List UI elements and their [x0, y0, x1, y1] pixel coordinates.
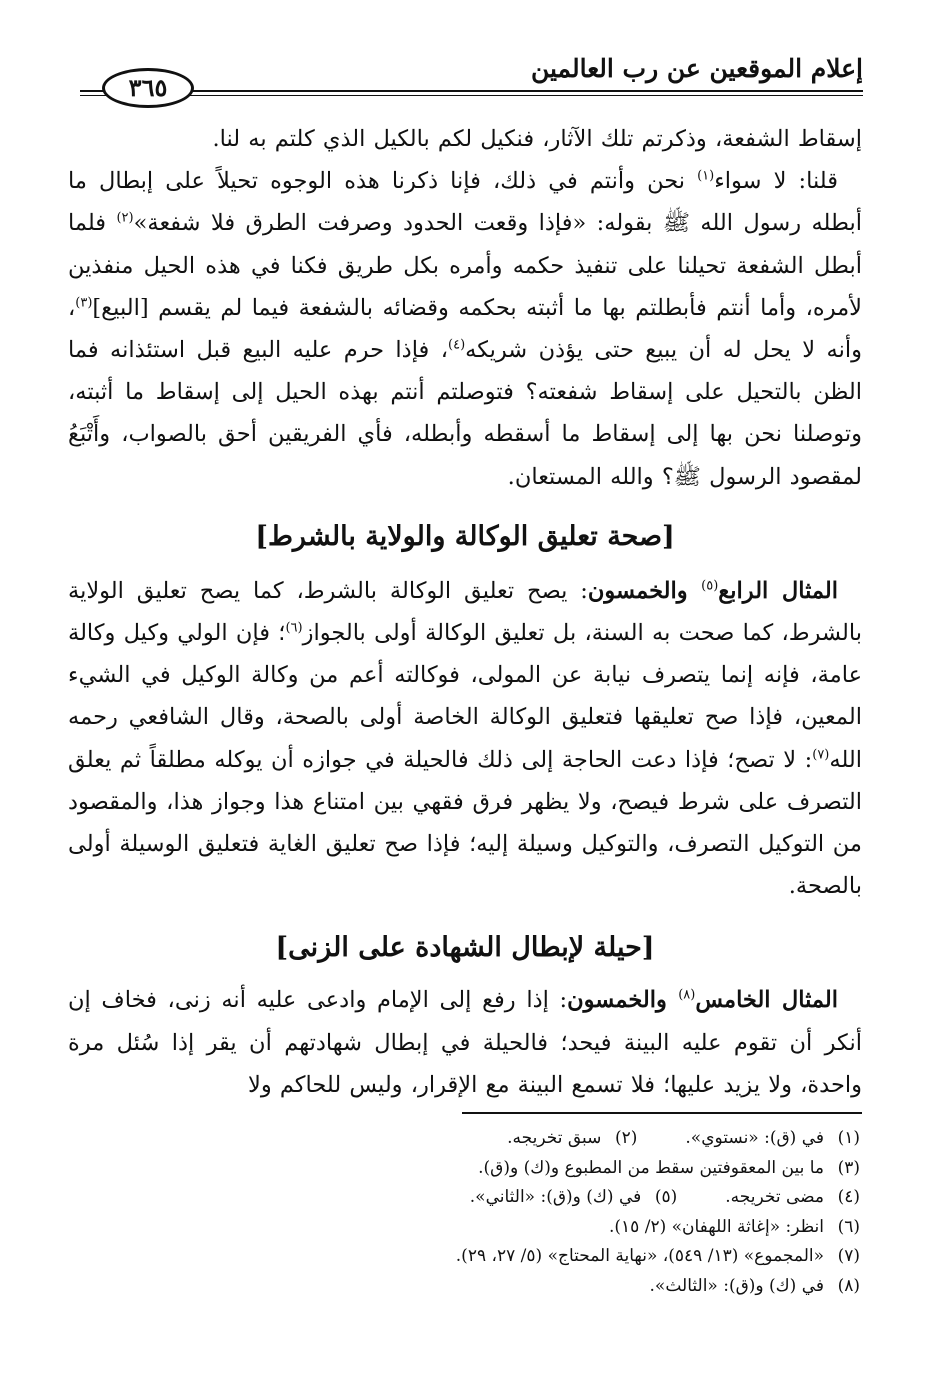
footnote-2	[507, 1124, 637, 1154]
footnote-8-text: في (ك) و(ق): «الثالث».	[649, 1275, 824, 1296]
footnote-3	[478, 1154, 860, 1184]
paragraph-2-text-d: ، وأنه لا يحل له أن يبيع حتى يؤذن شريكه	[68, 294, 862, 364]
footnote-5	[470, 1183, 678, 1213]
section-2-lead-2: والخمسون	[567, 987, 679, 1014]
footnote-row-6	[120, 1272, 860, 1302]
footnote-ref-4: (٤)	[448, 337, 466, 353]
section-heading-2: [حيلة لإبطال الشهادة على الزنى]	[275, 932, 655, 964]
footnote-separator	[462, 1112, 862, 1114]
paragraph-2-text-c: فلما أبطل الشفعة تحيلنا على تنفيذ حكمه وأمره بكل طريق فكنا في هذه الحيل منفذين لأمره، وأما أنتم فأبطلتم بها ما أثبته بحكمه وقضائه بالشفعة فيما لم يقسم [البيع]	[68, 210, 862, 321]
footnote-row-4	[120, 1213, 860, 1243]
footnote-row-5	[120, 1242, 860, 1272]
paragraph-2-text-a: قلنا: لا سواء	[714, 168, 838, 195]
footnote-5-text: في (ك) و(ق): «الثاني».	[469, 1187, 642, 1207]
footnote-4-number: (٤)	[837, 1187, 860, 1207]
footnote-4-text: مضى تخريجه.	[725, 1187, 824, 1207]
footnote-4	[725, 1183, 860, 1213]
footnote-2-number: (٢)	[614, 1128, 638, 1148]
footnote-row-2	[120, 1154, 860, 1184]
section-1-lead: المثال الرابع	[718, 577, 838, 604]
footnote-gap	[637, 1124, 685, 1154]
section-2-text-a: : إذا رفع إلى الإمام وادعى عليه أنه زنى، فخاف إن أنكر أن تقوم عليه البينة فيحد؛ فالحيلة في إبطال شهادتهم أن يقر إذا سُئل مرة واحدة، ولا يزيد عليها؛ فلا تسمع البينة مع الإقرار، وليس للحاكم ولا	[68, 987, 862, 1098]
section-heading-1: [صحة تعليق الوكالة والولاية بالشرط]	[255, 520, 675, 552]
section-1-paragraph	[68, 570, 862, 908]
paragraph-1-text: إسقاط الشفعة، وذكرتم تلك الآثار، فنكيل لكم بالكيل الذي كلتم به لنا.	[212, 126, 862, 152]
page-number: ٣٦٥	[128, 73, 168, 102]
footnote-7-number: (٧)	[837, 1246, 860, 1266]
footnote-6-number: (٦)	[837, 1216, 860, 1237]
footnote-ref-6: (٦)	[285, 620, 303, 636]
footnote-1-text: في (ق): «نستوي».	[685, 1128, 824, 1148]
paragraph-1	[68, 118, 862, 160]
footnote-row-3	[120, 1183, 860, 1213]
footnote-3-number: (٣)	[837, 1157, 860, 1178]
footnote-ref-3: (٣)	[75, 295, 93, 311]
section-1-text-c: : لا تصح؛ فإذا دعت الحاجة إلى ذلك فالحيلة في جوازه أن يوكله مطلقاً ثم يعلق التصرف على شرط فيصح، ولا يظهر فرق فقهي بين امتناع هذا وجواز هذا، والمقصود من التوكيل التصرف، والتوكيل وسيلة إليه؛ فإذا صح تعليق الغاية فتعليق الوسيلة أولى بالصحة.	[68, 746, 862, 900]
footnote-1	[685, 1124, 860, 1154]
section-1-lead-2: والخمسون	[587, 577, 702, 604]
section-2-lead: المثال الخامس	[695, 987, 839, 1014]
footnote-1-number: (١)	[837, 1128, 860, 1148]
footnote-ref-7: (٧)	[812, 747, 830, 763]
footnote-gap	[677, 1183, 725, 1213]
section-2-paragraph	[68, 979, 862, 1106]
paragraph-2-text-e: ، فإذا حرم عليه البيع قبل استئذانه فما الظن بالتحيل على إسقاط شفعته؟ فتوصلتم أنتم بهذه الحيل إلى إسقاط ما أثبته، وتوصلنا نحن بها إلى إسقاط ما أسقطه وأبطله، فأي الفريقين أحق بالصواب، وأَتْبَعُ لمقصود الرسول ﷺ؟ والله المستعان.	[68, 337, 862, 490]
page-header	[80, 46, 863, 106]
section-1-text-b: ؛ فإن الولي وكيل وكالة عامة، فإنه إنما يتصرف نيابة عن المولى، فوكالته أعم من وكالة الوكيل في الشيء المعين، فإذا صح تعليقها فتعليق الوكالة الخاصة أولى بالصحة، وقال الشافعي رحمه الله	[68, 620, 862, 773]
section-1-text-a: : يصح تعليق الوكالة بالشرط، كما يصح تعليق الولاية بالشرط، كما صحت به السنة، بل تعليق الوكالة أولى بالجواز	[68, 577, 862, 647]
footnote-2-text: سبق تخريجه.	[507, 1128, 602, 1148]
footnote-5-number: (٥)	[654, 1187, 678, 1207]
page-number-oval	[102, 68, 194, 108]
footnote-row-1	[120, 1124, 860, 1154]
footnote-6	[609, 1213, 860, 1243]
footnote-7	[456, 1242, 860, 1272]
footnote-ref-8: (٨)	[678, 987, 696, 1003]
footnote-6-text: انظر: «إغاثة اللهفان» (٢/ ١٥).	[608, 1216, 824, 1237]
paragraph-2-text-b: نحن وأنتم في ذلك، فإنا ذكرنا هذه الوجوه تحيلاً على إبطال ما أبطله رسول الله ﷺ بقوله: «فإذا وقعت الحدود وصرفت الطرق فلا شفعة»	[68, 168, 862, 237]
main-text	[68, 118, 862, 1106]
footnotes	[120, 1124, 860, 1301]
header-rule-thin	[80, 95, 863, 96]
paragraph-2	[68, 160, 862, 498]
book-title: إعلام الموقعين عن رب العالمين	[530, 54, 863, 83]
footnote-ref-2: (٢)	[116, 210, 134, 226]
footnote-8	[650, 1272, 860, 1302]
footnote-ref-1: (١)	[697, 168, 715, 184]
footnote-8-number: (٨)	[837, 1275, 860, 1296]
footnote-7-text: «المجموع» (١٣/ ٥٤٩)، «نهاية المحتاج» (٥/ ٢٧، ٢٩).	[455, 1246, 824, 1266]
footnote-3-text: ما بين المعقوفتين سقط من المطبوع و(ك) و(ق).	[478, 1157, 824, 1178]
footnote-ref-5: (٥)	[701, 578, 719, 594]
header-rule-thick	[80, 90, 863, 92]
